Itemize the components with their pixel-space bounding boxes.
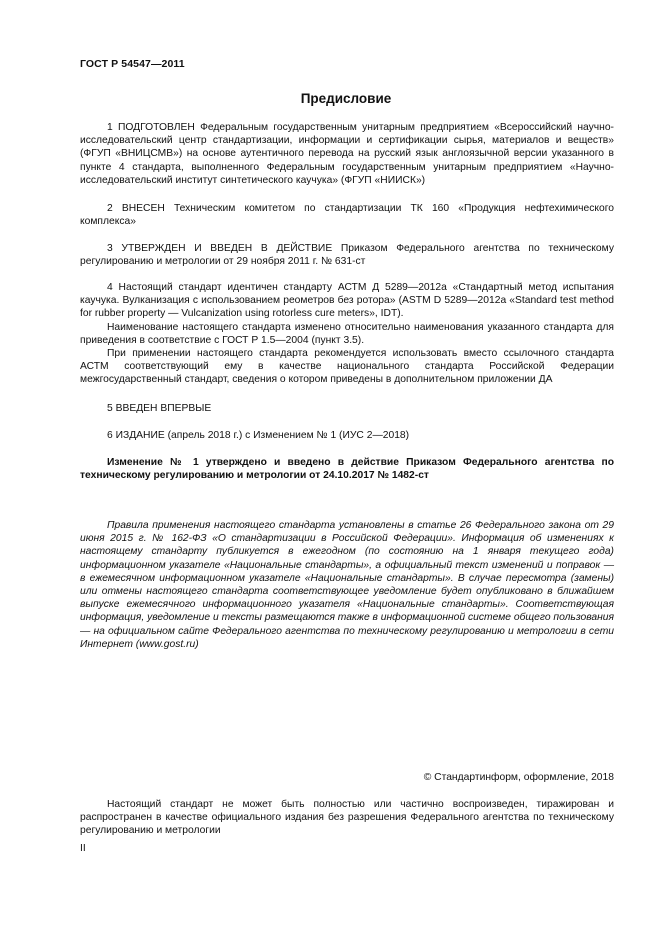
- foreword-item-3: [80, 242, 614, 268]
- foreword-item-text: 4 Настоящий стандарт идентичен стандарту АСТМ Д 5289—2012а «Стандартный метод испытания каучука. Вулканизация с использованием реометров без ротора» (ASTM D 5289—2012a «Standard test method for rubber property — Vulcanization using rotorless cure meters», IDT).: [80, 282, 614, 320]
- page-number: II: [80, 843, 86, 854]
- foreword-item-2: [80, 202, 614, 228]
- foreword-item-text: Наименование настоящего стандарта изменено относительно наименования указанного стандарта для приведения в соответствие с ГОСТ Р 1.5—2004 (пункт 3.5).: [80, 321, 614, 346]
- foreword-item-4: [80, 281, 614, 387]
- foreword-item-5: [80, 402, 614, 415]
- amendment-text: Изменение № 1 утверждено и введено в действие Приказом Федерального агентства по техническому регулированию и метрологии от 24.10.2017 № 1482-ст: [80, 457, 614, 482]
- notice-text: Правила применения настоящего стандарта установлены в статье 26 Федерального закона от 29 июня 2015 г. № 162-ФЗ «О стандартизации в Российской Федерации». Информация об изменениях к настоящему стандарту публикуется в ежегодном (по состоянию на 1 января текущего года) информационном указателе «Национальные стандарты», а официальный текст изменений и поправок — в ежемесячном информационном указателе «Национальные стандарты». В случае пересмотра (замены) или отмены настоящего стандарта соответствующее уведомление будет опубликовано в ближайшем выпуске ежемесячного информационного указателя «Национальные стандарты». Соответствующая информация, уведомление и тексты размещаются также в информационной системе общего пользования — на официальном сайте Федерального агентства по техническому регулированию и метрологии в сети Интернет (www.gost.ru): [80, 520, 614, 650]
- rights-text: Настоящий стандарт не может быть полностью или частично воспроизведен, тиражирован и распространен в качестве официального издания без разрешения Федерального агентства по техническому регулированию и метрологии: [80, 799, 614, 837]
- rights-statement: [80, 798, 614, 838]
- copyright-line: © Стандартинформ, оформление, 2018: [423, 772, 614, 783]
- document-code-header: ГОСТ Р 54547—2011: [80, 58, 185, 70]
- amendment-note: [80, 456, 614, 482]
- standards-notice: [80, 519, 614, 651]
- foreword-item-text: 3 УТВЕРЖДЕН И ВВЕДЕН В ДЕЙСТВИЕ Приказом Федерального агентства по техническому регулированию и метрологии от 29 ноября 2011 г. № 631-ст: [80, 243, 614, 268]
- foreword-item-6: [80, 429, 614, 442]
- foreword-item-text: 2 ВНЕСЕН Техническим комитетом по стандартизации ТК 160 «Продукция нефтехимического комплекса»: [80, 203, 614, 228]
- foreword-item-text: При применении настоящего стандарта рекомендуется использовать вместо ссылочного стандарта АСТМ соответствующий ему в качестве национального стандарта Российской Федерации межгосударственный стандарт, сведения о котором приведены в дополнительном приложении ДА: [80, 348, 614, 386]
- foreword-item-1: [80, 121, 614, 187]
- foreword-item-text: 1 ПОДГОТОВЛЕН Федеральным государственным унитарным предприятием «Всероссийский научно-исследовательский центр стандартизации, информации и сертификации сырья, материалов и веществ» (ФГУП «ВНИЦСМВ») на основе аутентичного перевода на русский язык англоязычной версии указанного в пункте 4 стандарта, выполненного Федеральным государственным унитарным предприятием «Научно-исследовательский институт синтетического каучука» (ФГУП «НИИСК»): [80, 122, 614, 186]
- foreword-item-text: 5 ВВЕДЕН ВПЕРВЫЕ: [107, 403, 212, 414]
- foreword-item-text: 6 ИЗДАНИЕ (апрель 2018 г.) с Изменением № 1 (ИУС 2—2018): [107, 430, 410, 441]
- section-title: Предисловие: [300, 91, 392, 106]
